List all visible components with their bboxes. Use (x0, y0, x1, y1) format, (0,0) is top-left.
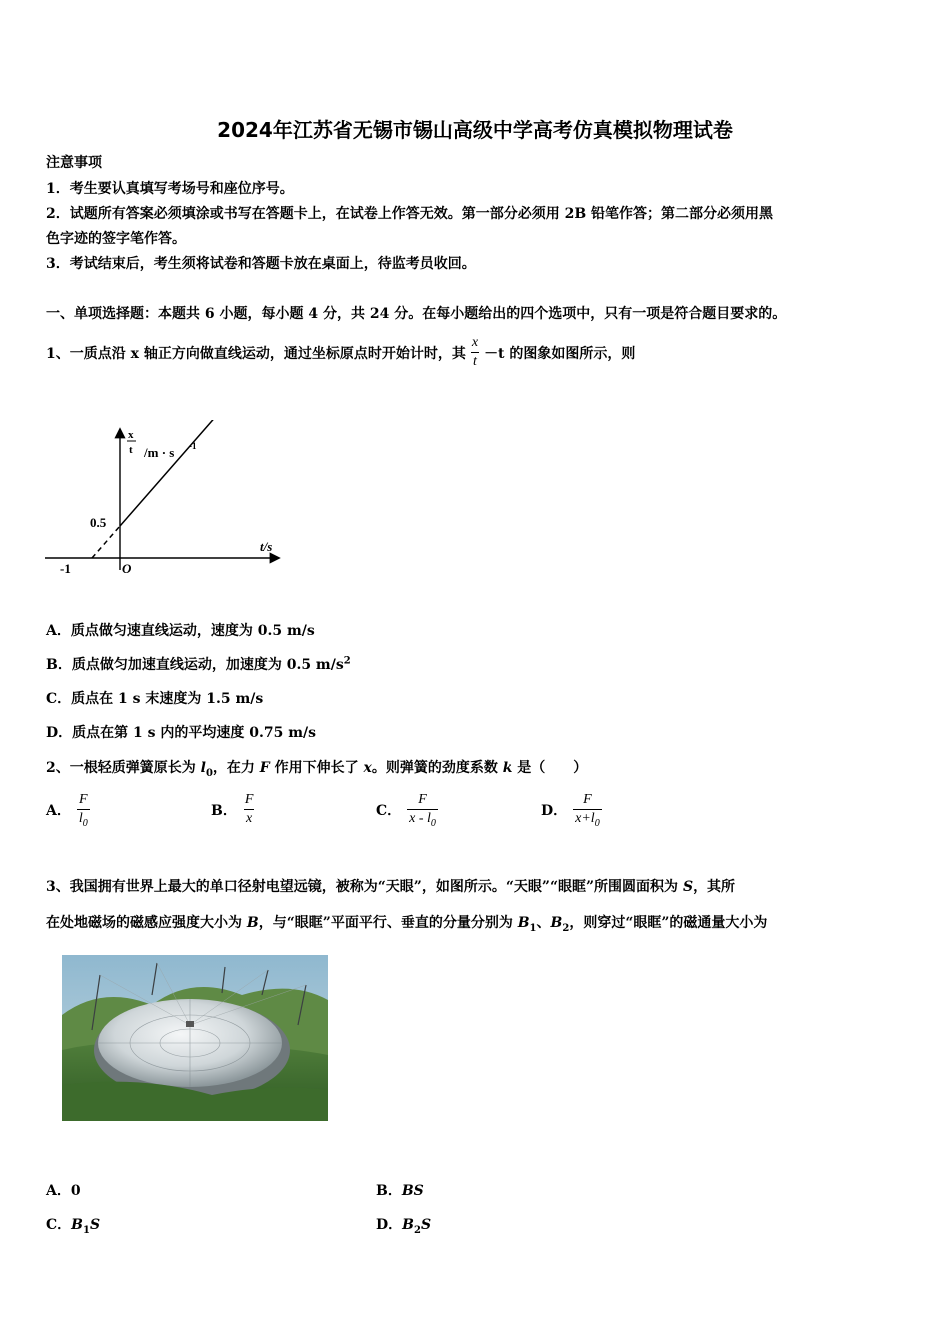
q2-c-den-sub: 0 (430, 817, 436, 829)
q2-option-c-frac (407, 792, 438, 829)
q3-sep: 、 (536, 915, 551, 931)
q2-stem-b: ，在力 (212, 760, 260, 776)
notice-item-1: 1．考生要认真填写考场号和座位序号。 (46, 181, 294, 197)
q3-option-b[interactable] (376, 1180, 424, 1200)
q2-d-den (573, 809, 602, 829)
question-3-stem-line-2 (46, 912, 767, 934)
graph-y-num: x (128, 429, 134, 441)
q2-k: k (502, 760, 513, 776)
q3-option-c-label: C． (46, 1217, 72, 1233)
q3-B1-sub: 1 (529, 922, 537, 934)
graph-y-tick: 0.5 (90, 515, 107, 530)
q3-B2-sub: 2 (562, 922, 570, 934)
q3-line2-c: ，则穿过“眼眶”的磁通量大小为 (569, 915, 768, 931)
q1-stem-pre: 1、一质点沿 x 轴正方向做直线运动，通过坐标原点时开始计时，其 (46, 345, 466, 362)
q2-c-den (407, 809, 438, 829)
q2-option-a[interactable] (46, 792, 94, 829)
q2-stem-a: 2、一根轻质弹簧原长为 (46, 760, 201, 776)
q2-option-b-frac (243, 792, 256, 827)
q2-a-num: F (79, 792, 88, 807)
graph-y-den: t (129, 444, 133, 456)
q3-option-c-tail: S (89, 1217, 101, 1233)
q2-b-den (244, 809, 254, 827)
q1-frac-den: t (473, 354, 477, 369)
q3-S: S (682, 879, 694, 895)
q3-option-a[interactable] (46, 1180, 81, 1200)
question-2-stem (46, 757, 587, 779)
q3-option-b-value: BS (401, 1183, 424, 1199)
question-3-stem-line-1 (46, 876, 735, 896)
q2-stem-e: 是（ ） (512, 760, 588, 776)
q2-option-c[interactable] (376, 792, 442, 829)
q3-option-b-label: B． (376, 1183, 402, 1199)
q2-d-num: F (583, 792, 592, 807)
q2-d-den-main: x+l (575, 811, 595, 826)
q1-option-b[interactable] (46, 654, 351, 674)
telescope-photo (62, 955, 328, 1121)
q2-option-a-frac (77, 792, 90, 829)
q2-a-den (77, 809, 90, 829)
q2-option-d-frac (573, 792, 602, 829)
q3-line2-b: ，与“眼眶”平面平行、垂直的分量分别为 (258, 915, 518, 931)
q2-x: x (363, 760, 372, 776)
q3-B2: B (550, 915, 563, 931)
q2-option-d-label: D． (541, 803, 568, 820)
q2-c-num: F (418, 792, 427, 807)
dashed-extrapolation (92, 526, 120, 558)
q1-graph (40, 420, 290, 585)
q2-stem-c: 作用下伸长了 (269, 760, 364, 776)
notice-heading: 注意事项 (46, 155, 102, 171)
q3-line1-b: ，其所 (693, 879, 736, 895)
q2-c-den-main: x - l (409, 811, 431, 826)
q2-d-den-sub: 0 (594, 817, 600, 829)
q2-option-a-label: A． (46, 803, 71, 820)
q2-option-c-label: C． (376, 803, 402, 820)
q2-a-den-sub: 0 (82, 817, 88, 829)
q3-option-d[interactable] (376, 1214, 431, 1236)
q1-option-a[interactable]: A．质点做匀速直线运动，速度为 0.5 m/s (46, 623, 315, 639)
q1-option-b-sup: 2 (343, 655, 351, 667)
q3-option-a-value: 0 (70, 1183, 81, 1199)
q3-option-c-main: B (71, 1217, 83, 1233)
q3-option-c[interactable] (46, 1214, 100, 1236)
q2-l-sub: 0 (205, 767, 213, 779)
q2-l: l (200, 760, 206, 776)
q2-F: F (259, 760, 270, 776)
q3-option-d-sub: 2 (413, 1224, 421, 1236)
q1-frac-num: x (471, 335, 479, 350)
q2-option-d[interactable] (541, 792, 606, 829)
q1-option-d[interactable]: D．质点在第 1 s 内的平均速度 0.75 m/s (46, 725, 317, 741)
q1-option-c[interactable]: C．质点在 1 s 末速度为 1.5 m/s (46, 691, 264, 707)
q1-option-b-text: B．质点做匀加速直线运动，加速度为 0.5 m/s (46, 657, 344, 673)
q3-option-d-label: D． (376, 1217, 403, 1233)
q3-line1-a: 3、我国拥有世界上最大的单口径射电望远镜，被称为“天眼”，如图所示。“天眼”“眼眶”所围圆面积为 (46, 879, 683, 895)
graph-x-tick: -1 (60, 561, 71, 576)
question-1-stem (46, 335, 635, 370)
q3-option-c-sub: 1 (83, 1224, 90, 1236)
q3-option-d-tail: S (420, 1217, 432, 1233)
graph-origin: O (122, 561, 132, 576)
q2-a-den-main: l (78, 811, 83, 826)
q3-option-a-label: A． (46, 1183, 71, 1199)
notice-item-2-cont: 色字迹的签字笔作答。 (46, 231, 186, 247)
notice-item-3: 3．考试结束后，考生须将试卷和答题卡放在桌面上，待监考员收回。 (46, 256, 476, 272)
q3-line2-a: 在处地磁场的磁感应强度大小为 (46, 915, 247, 931)
notice-item-2: 2．试题所有答案必须填涂或书写在答题卡上，在试卷上作答无效。第一部分必须用 2B 铅笔作答；第二部分必须用黑 (46, 206, 774, 222)
q2-b-den-main: x (246, 811, 253, 826)
q2-option-b[interactable] (211, 792, 259, 827)
graph-y-unit-exp: -1 (189, 441, 197, 451)
q3-option-d-main: B (402, 1217, 414, 1233)
q2-option-b-label: B． (211, 802, 237, 819)
page-title: 2024年江苏省无锡市锡山高级中学高考仿真模拟物理试卷 (217, 118, 733, 142)
section-heading: 一、单项选择题：本题共 6 小题，每小题 4 分，共 24 分。在每小题给出的四个选项中，只有一项是符合题目要求的。 (46, 306, 787, 322)
q1-fraction (470, 335, 480, 370)
data-line (120, 420, 246, 526)
q2-stem-d: 。则弹簧的劲度系数 (371, 760, 503, 776)
graph-x-label: t/s (260, 539, 273, 554)
q3-B1: B (517, 915, 530, 931)
q3-B: B (246, 915, 259, 931)
q2-b-num: F (244, 792, 254, 807)
q1-stem-post: －t 的图象如图所示，则 (484, 345, 636, 362)
graph-y-unit: /m · s (144, 445, 175, 460)
